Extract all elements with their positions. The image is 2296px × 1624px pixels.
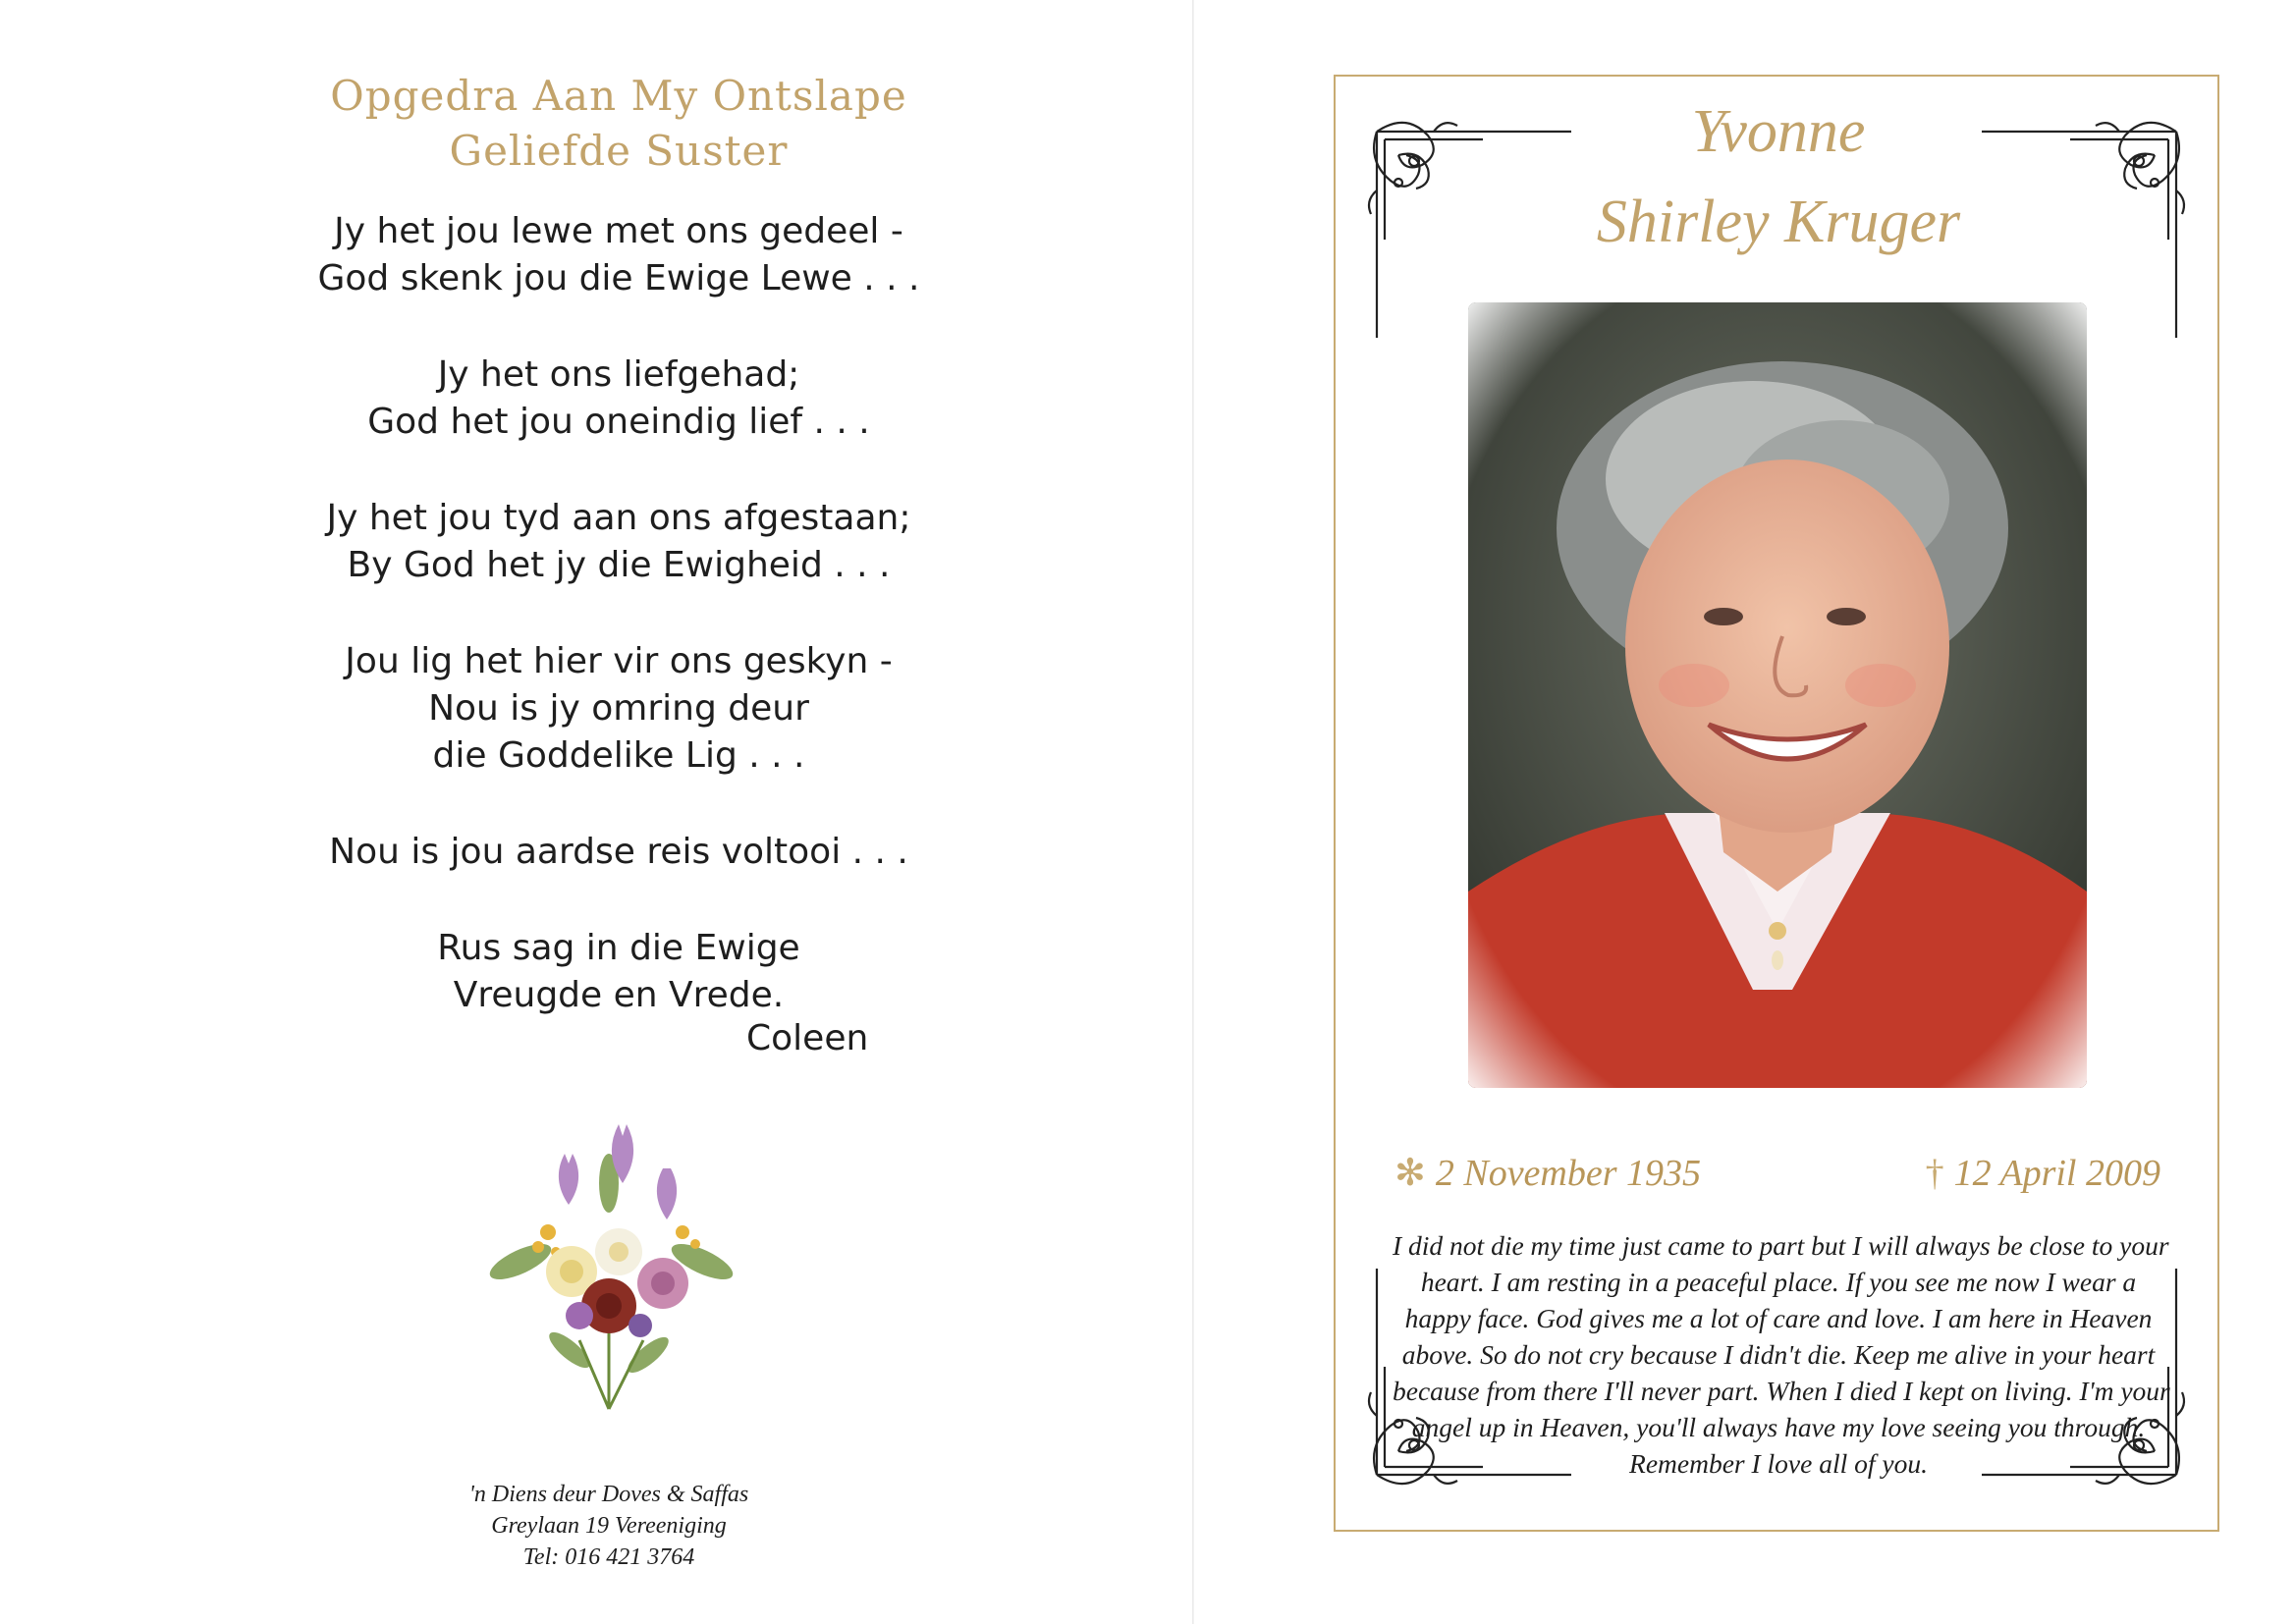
verse-line: because from there I'll never part. When I died I kept on living. I'm your [1393,1376,2170,1406]
poem-stanza [196,352,1041,446]
poem-line: By God het jy die Ewigheid . . . [347,545,891,585]
poem-line: Vreugde en Vrede. [453,975,785,1015]
verse-line: happy face. God gives me a lot of care and love. I am here in Heaven [1404,1303,2153,1333]
dedication-title [196,69,1041,179]
verse-line: Remember I love all of you. [1629,1448,1928,1479]
memorial-verse [1393,1227,2170,1482]
cross-icon: † [1925,1153,1944,1194]
footer-line: Greylaan 19 Vereeniging [491,1513,727,1539]
death-date [1926,1149,2160,1198]
dedication-line: Geliefde Suster [449,127,789,175]
poem-line: Rus sag in die Ewige [437,928,800,968]
portrait-photo [1468,302,2087,1088]
flower-bouquet-icon [462,1114,756,1419]
dedication-line: Opgedra Aan My Ontslape [330,72,907,120]
deceased-portrait [1468,302,2087,1088]
verse-line: heart. I am resting in a peaceful place. If you see me now I wear a [1420,1267,2137,1297]
asterisk-star-icon: ✻ [1394,1153,1426,1194]
poem-stanza [196,925,1041,1019]
funeral-service-footer [363,1479,854,1573]
poem-line: die Goddelike Lig . . . [432,735,805,776]
poem-line: Jy het jou tyd aan ons afgestaan; [326,498,911,538]
deceased-first-name: Yvonne [1691,98,1866,165]
poem-line: God skenk jou die Ewige Lewe . . . [317,258,920,298]
poem-line: God het jou oneindig lief . . . [367,402,870,442]
poem-stanza [196,638,1041,780]
verse-line: I did not die my time just came to part but I will always be close to your [1393,1230,2169,1261]
poem [196,208,1041,1068]
poem-stanza [196,208,1041,302]
birth-date [1394,1149,1701,1198]
verse-line: angel up in Heaven, you'll always have my love seeing you through. [1411,1412,2146,1442]
poem-line: Jy het jou lewe met ons gedeel - [334,211,903,251]
poem-stanza [196,829,1041,876]
verse-line: above. So do not cry because I didn't die. Keep me alive in your heart [1401,1339,2156,1370]
poem-line: Jou lig het hier vir ons geskyn - [345,641,893,681]
poem-line: Nou is jy omring deur [428,688,809,729]
poem-stanza [196,495,1041,589]
poem-line: Nou is jou aardse reis voltooi . . . [329,832,908,872]
deceased-full-name: Shirley Kruger [1596,189,1961,255]
footer-line: Tel: 016 421 3764 [522,1544,695,1570]
death-date-text: 12 April 2009 [1953,1153,2160,1194]
page-fold [1192,0,1194,1624]
life-dates [1394,1149,2160,1198]
footer-line: 'n Diens deur Doves & Saffas [468,1482,749,1507]
poem-line: Jy het ons liefgehad; [437,354,800,395]
right-page [1210,0,2296,1624]
poem-signature: Coleen [746,1018,869,1058]
memorial-card-frame [1334,75,2219,1532]
birth-date-text: 2 November 1935 [1435,1153,1702,1194]
